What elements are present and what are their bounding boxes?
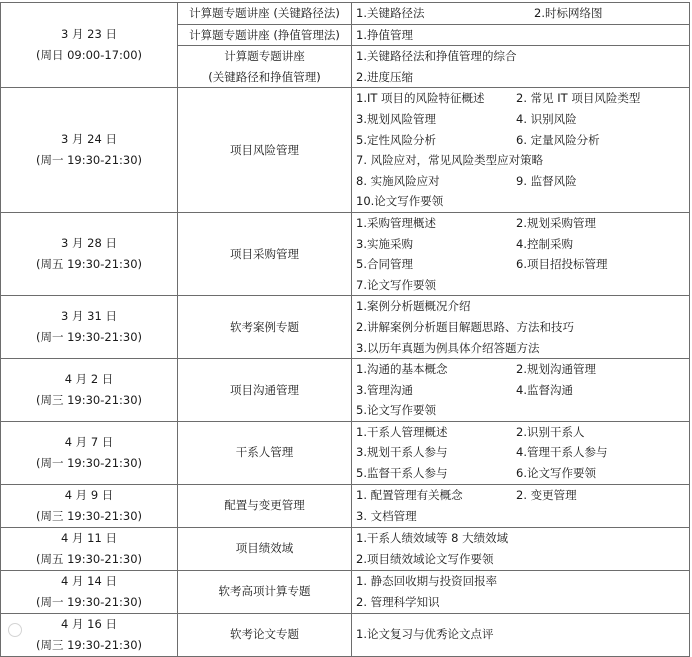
topic-cell (178, 88, 352, 213)
topic-cell (178, 359, 352, 422)
content-line (356, 400, 689, 421)
topic-cell (178, 421, 352, 484)
content-item: 2.规划采购管理 (516, 215, 596, 230)
content-item: 2.进度压缩 (356, 69, 413, 84)
content-line (356, 317, 689, 338)
content-line (356, 485, 689, 506)
content-line (356, 88, 689, 109)
content-item: 5.监督干系人参与 (356, 466, 448, 481)
schedule-row (1, 359, 690, 422)
date-cell (1, 359, 178, 422)
date-cell (1, 296, 178, 359)
content-item: 2. 常见 IT 项目风险类型 (516, 91, 641, 106)
time-label: (周日 09:00-17:00) (35, 48, 143, 63)
content-line (356, 463, 689, 484)
topic-label: 软考案例专题 (230, 319, 299, 334)
content-item: 8. 实施风险应对 (356, 173, 440, 188)
date-cell (1, 527, 178, 570)
content-line (356, 171, 689, 192)
content-cell (352, 88, 690, 213)
content-item: 6.项目招投标管理 (516, 257, 608, 272)
content-line (356, 67, 689, 88)
content-item: 2.时标网络图 (534, 6, 603, 20)
date-label: 4 月 11 日 (61, 530, 117, 545)
content-item: 2. 管理科学知识 (356, 594, 440, 609)
topic-label: 计算题专题讲座 (关键路径法) (189, 6, 340, 20)
content-cell (352, 3, 690, 25)
content-cell (352, 46, 690, 88)
content-item: 1.沟通的基本概念 (356, 362, 448, 377)
content-line (356, 109, 689, 130)
content-cell (352, 421, 690, 484)
content-line (356, 571, 689, 592)
date-label: 4 月 7 日 (64, 434, 114, 449)
content-item: 2.识别干系人 (516, 424, 585, 439)
course-schedule-table (0, 2, 690, 657)
content-item: 1.案例分析题概况介绍 (356, 299, 471, 314)
date-label: 4 月 2 日 (64, 371, 114, 386)
topic-label: 配置与变更管理 (224, 498, 305, 513)
content-item: 1.采购管理概述 (356, 215, 436, 230)
date-label: 4 月 9 日 (64, 487, 114, 502)
content-item: 4. 识别风险 (516, 111, 577, 126)
content-item: 3.管理沟通 (356, 382, 413, 397)
content-item: 1.IT 项目的风险特征概述 (356, 91, 485, 106)
content-item: 2.讲解案例分析题目解题思路、方法和技巧 (356, 319, 574, 334)
content-item: 6. 定量风险分析 (516, 132, 600, 147)
content-item: 3.实施采购 (356, 236, 413, 251)
topic-cell (178, 212, 352, 295)
topic-label: 项目风险管理 (230, 142, 299, 157)
date-label: 4 月 16 日 (61, 616, 117, 631)
content-line (356, 150, 689, 171)
watermark-logo-icon (8, 623, 22, 637)
content-cell (352, 570, 690, 613)
date-cell (1, 88, 178, 213)
content-line (356, 213, 689, 234)
topic-cell (178, 527, 352, 570)
date-label: 3 月 24 日 (61, 132, 117, 147)
content-line (356, 3, 689, 24)
schedule-row (1, 212, 690, 295)
date-label: 3 月 23 日 (61, 27, 117, 42)
topic-cell (178, 46, 352, 88)
content-item: 1.干系人管理概述 (356, 424, 448, 439)
content-item: 4.管理干系人参与 (516, 445, 608, 460)
content-item: 1. 配置管理有关概念 (356, 488, 463, 503)
content-item: 6.论文写作要领 (516, 466, 596, 481)
content-item: 5.论文写作要领 (356, 403, 436, 418)
topic-label: 软考高项计算专题 (218, 584, 311, 599)
content-item: 1.关键路径法和挣值管理的综合 (356, 49, 517, 64)
time-label: (周五 19:30-21:30) (35, 257, 143, 272)
topic-label: 计算题专题讲座 (224, 49, 305, 64)
content-item: 10.论文写作要领 (356, 194, 444, 209)
topic-label: (关键路径和挣值管理) (208, 69, 321, 84)
content-cell (352, 212, 690, 295)
time-label: (周一 19:30-21:30) (35, 330, 143, 345)
content-cell (352, 527, 690, 570)
content-cell (352, 484, 690, 527)
content-line (356, 25, 689, 46)
content-item: 4.控制采购 (516, 236, 573, 251)
content-item: 3.规划风险管理 (356, 111, 436, 126)
content-line (356, 46, 689, 67)
content-line (356, 380, 689, 401)
time-label: (周三 19:30-21:30) (35, 392, 143, 407)
content-item: 1.论文复习与优秀论文点评 (356, 627, 494, 642)
topic-cell (178, 24, 352, 46)
content-item: 3.以历年真题为例具体介绍答题方法 (356, 340, 540, 355)
content-line (356, 275, 689, 296)
content-line (356, 296, 689, 317)
schedule-row (1, 527, 690, 570)
content-line (356, 506, 689, 527)
schedule-row (1, 421, 690, 484)
date-cell (1, 421, 178, 484)
content-line (356, 130, 689, 151)
content-line (356, 422, 689, 443)
content-item: 7.论文写作要领 (356, 277, 436, 292)
content-line (356, 359, 689, 380)
content-item: 1.关键路径法 (356, 6, 425, 20)
content-item: 2.项目绩效域论文写作要领 (356, 551, 494, 566)
content-item: 5.定性风险分析 (356, 132, 436, 147)
topic-cell (178, 484, 352, 527)
schedule-row (1, 484, 690, 527)
schedule-row (1, 570, 690, 613)
date-label: 3 月 31 日 (61, 309, 117, 324)
time-label: (周一 19:30-21:30) (35, 594, 143, 609)
date-cell (1, 570, 178, 613)
date-cell (1, 484, 178, 527)
content-item: 2.规划沟通管理 (516, 362, 596, 377)
content-line (356, 191, 689, 212)
content-item: 5.合同管理 (356, 257, 413, 272)
content-item: 3.规划干系人参与 (356, 445, 448, 460)
topic-label: 计算题专题讲座 (挣值管理法) (189, 27, 340, 42)
topic-label: 项目沟通管理 (230, 382, 299, 397)
time-label: (周一 19:30-21:30) (35, 153, 143, 168)
content-cell (352, 296, 690, 359)
content-line (356, 592, 689, 613)
content-item: 1.挣值管理 (356, 27, 413, 42)
content-item: 9. 监督风险 (516, 173, 577, 188)
schedule-row (1, 88, 690, 213)
topic-cell (178, 296, 352, 359)
time-label: (周三 19:30-21:30) (35, 508, 143, 523)
content-line (356, 338, 689, 359)
content-cell (352, 24, 690, 46)
schedule-row (1, 3, 690, 25)
topic-label: 软考论文专题 (230, 627, 299, 642)
content-line (356, 442, 689, 463)
watermark (8, 623, 25, 637)
topic-label: 干系人管理 (235, 445, 294, 460)
topic-cell (178, 570, 352, 613)
content-line (356, 254, 689, 275)
date-cell (1, 212, 178, 295)
schedule-row (1, 296, 690, 359)
time-label: (周一 19:30-21:30) (35, 455, 143, 470)
content-line (356, 528, 689, 549)
content-item: 2. 变更管理 (516, 488, 577, 503)
content-line (356, 624, 689, 645)
content-item: 3. 文档管理 (356, 508, 417, 523)
topic-cell (178, 3, 352, 25)
date-label: 4 月 14 日 (61, 573, 117, 588)
content-item: 4.监督沟通 (516, 382, 573, 397)
date-label: 3 月 28 日 (61, 236, 117, 251)
topic-label: 项目采购管理 (230, 246, 299, 261)
content-item: 1. 静态回收期与投资回报率 (356, 574, 498, 589)
content-line (356, 234, 689, 255)
date-cell (1, 3, 178, 88)
content-cell (352, 359, 690, 422)
topic-label: 项目绩效域 (235, 541, 294, 556)
time-label: (周三 19:30-21:30) (35, 637, 143, 652)
time-label: (周五 19:30-21:30) (35, 551, 143, 566)
content-item: 1.干系人绩效域等 8 大绩效域 (356, 531, 509, 546)
content-line (356, 549, 689, 570)
content-item: 7. 风险应对，常见风险类型应对策略 (356, 153, 544, 168)
